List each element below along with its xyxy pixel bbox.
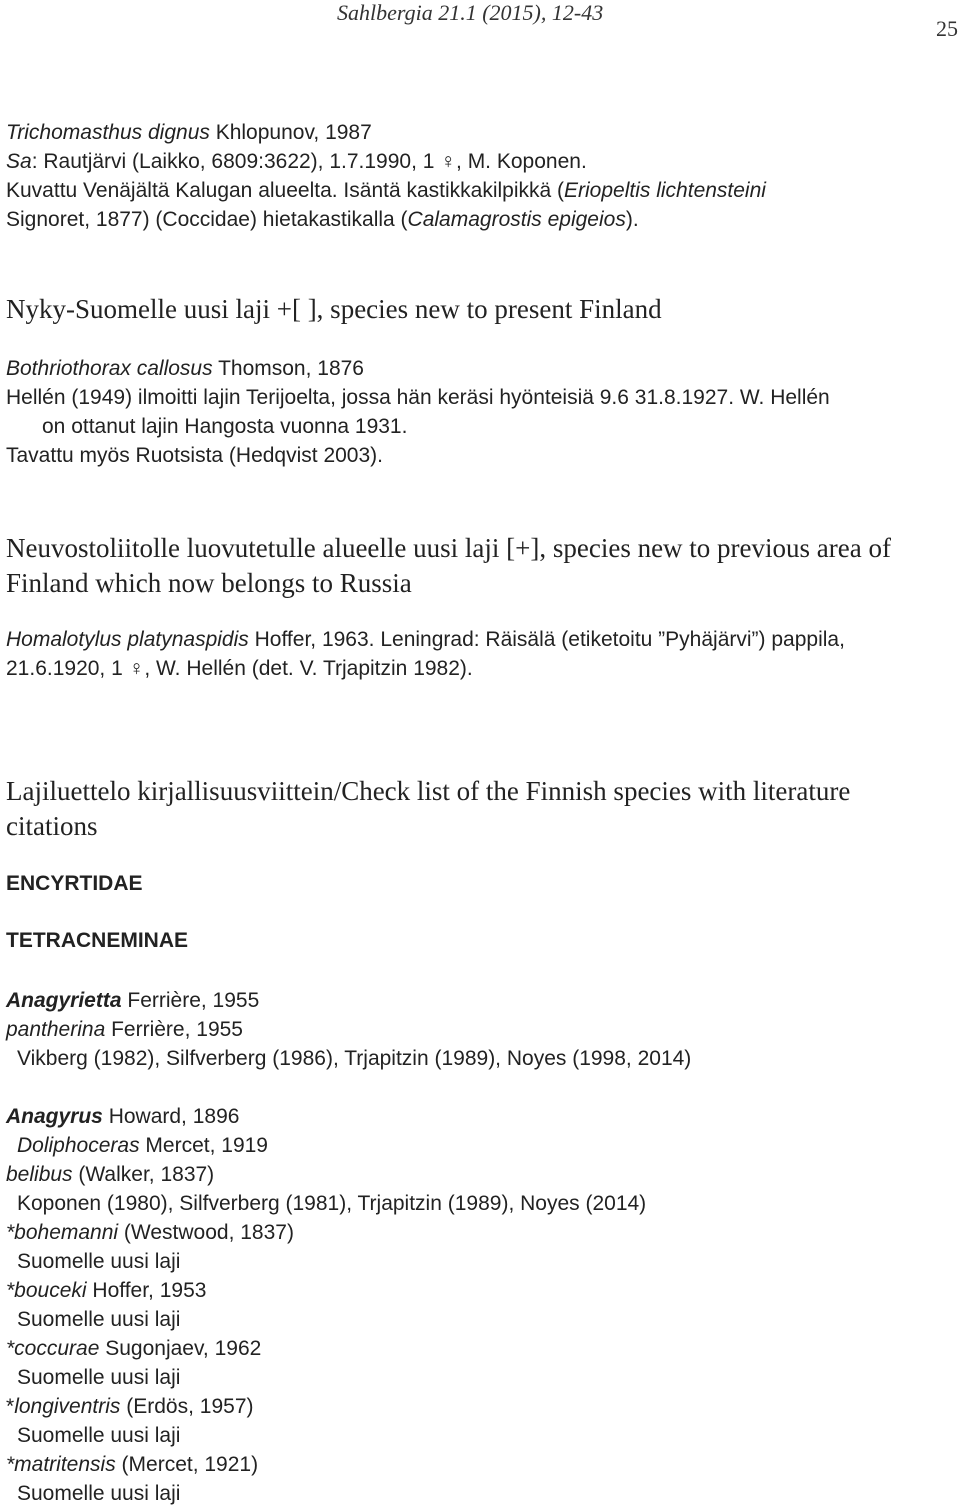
- description-end: ).: [625, 208, 639, 231]
- checklist-heading-line2: citations: [6, 811, 98, 841]
- species-author: Sugonjaev, 1962: [99, 1337, 262, 1360]
- species-name: longiventris: [14, 1395, 121, 1418]
- species-author: Thomson, 1876: [212, 357, 364, 380]
- species-name: *bohemanni: [6, 1221, 119, 1244]
- reference-entry: [17, 1479, 180, 1508]
- description-line-2: [6, 205, 639, 234]
- host-name: Eriopeltis lichtensteini: [564, 179, 766, 202]
- species-author: (Erdös, 1957): [120, 1395, 254, 1418]
- running-head: Sahlbergia 21.1 (2015), 12-43: [337, 0, 604, 25]
- note-line-3: Tavattu myös Ruotsista (Hedqvist 2003).: [6, 444, 383, 467]
- genus-name: Anagyrus: [6, 1105, 103, 1128]
- species-name: *coccurae: [6, 1337, 100, 1360]
- reference-entry: [17, 1363, 180, 1392]
- note-line: Hellén (1949) ilmoitti lajin Terijoelta, jossa hän keräsi hyönteisiä 9.6 31.8.1927. W. Hellén: [6, 386, 830, 409]
- species-line: [6, 118, 372, 147]
- reference-entry: [17, 1305, 180, 1334]
- reference-entry: [17, 1044, 691, 1073]
- province-abbr: Sa: [6, 150, 32, 173]
- species-line: [6, 625, 845, 654]
- family-heading: ENCYRTIDAE: [6, 872, 143, 895]
- species-entry: [6, 1450, 258, 1479]
- species-line: [6, 354, 364, 383]
- section-heading-line1: Neuvostoliitolle luovutetulle alueelle uusi laji [+], species new to previous area of: [6, 533, 891, 563]
- genus-name-bold: [6, 1105, 103, 1128]
- species-entry: [6, 1276, 206, 1305]
- genus-author: Howard, 1896: [102, 1105, 240, 1128]
- species-author: (Mercet, 1921): [115, 1453, 259, 1476]
- species-author: Khlopunov, 1987: [209, 121, 372, 144]
- synonym-name: Doliphoceras: [17, 1134, 140, 1157]
- section-heading-line2: Finland which now belongs to Russia: [6, 568, 412, 598]
- species-author: Ferrière, 1955: [105, 1018, 243, 1041]
- description-line: [6, 176, 766, 205]
- subfamily-heading: TETRACNEMINAE: [6, 929, 188, 952]
- description-text-2: Signoret, 1877) (Coccidae) hietakastikalla (: [6, 208, 408, 231]
- species-name: Trichomasthus dignus: [6, 121, 210, 144]
- page-number: 25: [936, 16, 958, 41]
- species-author: (Walker, 1837): [72, 1163, 215, 1186]
- genus-name: Anagyrietta: [6, 989, 122, 1012]
- species-entry: [6, 1218, 294, 1247]
- species-entry: [6, 1160, 214, 1189]
- species-name: Bothriothorax callosus: [6, 357, 213, 380]
- species-entry: [6, 1015, 243, 1044]
- species-entry: [6, 1334, 261, 1363]
- reference-entry: [17, 1189, 646, 1218]
- new-species-marker: *: [6, 1395, 15, 1418]
- synonym-entry: [17, 1131, 268, 1160]
- genus-entry: [6, 1102, 239, 1131]
- reference-text: Suomelle uusi laji: [17, 1424, 181, 1447]
- reference-text: Vikberg (1982), Silfverberg (1986), Trjapitzin (1989), Noyes (1998, 2014): [17, 1047, 692, 1070]
- description-text: Kuvattu Venäjältä Kalugan alueelta. Isäntä kastikkakilpikkä (: [6, 179, 565, 202]
- reference-text: Suomelle uusi laji: [17, 1366, 181, 1389]
- species-name: Homalotylus platynaspidis: [6, 628, 249, 651]
- record-line: [6, 147, 587, 176]
- genus-name-bold: [6, 989, 122, 1012]
- reference-text: Suomelle uusi laji: [17, 1250, 181, 1273]
- record-text: Hoffer, 1963. Leningrad: Räisälä (etiketoitu ”Pyhäjärvi”) pappila,: [248, 628, 845, 651]
- genus-author: Ferrière, 1955: [121, 989, 260, 1012]
- reference-text: Koponen (1980), Silfverberg (1981), Trjapitzin (1989), Noyes (2014): [17, 1192, 647, 1215]
- reference-text: Suomelle uusi laji: [17, 1482, 181, 1505]
- plant-name: Calamagrostis epigeios: [407, 208, 626, 231]
- record-line: 21.6.1920, 1 ♀, W. Hellén (det. V. Trjapitzin 1982).: [6, 657, 473, 680]
- species-name: belibus: [6, 1163, 73, 1186]
- section-heading: Nyky-Suomelle uusi laji +[ ], species new to present Finland: [6, 294, 662, 324]
- checklist-heading-line1: Lajiluettelo kirjallisuusviittein/Check list of the Finnish species with literature: [6, 776, 851, 806]
- note-line-2: on ottanut lajin Hangosta vuonna 1931.: [42, 415, 408, 438]
- species-name: pantherina: [6, 1018, 106, 1041]
- species-author: (Westwood, 1837): [118, 1221, 294, 1244]
- reference-entry: [17, 1247, 180, 1276]
- species-author: Hoffer, 1953: [86, 1279, 207, 1302]
- species-name: *matritensis: [6, 1453, 116, 1476]
- species-name: *bouceki: [6, 1279, 87, 1302]
- synonym-author: Mercet, 1919: [139, 1134, 268, 1157]
- reference-text: Suomelle uusi laji: [17, 1308, 181, 1331]
- reference-entry: [17, 1421, 180, 1450]
- species-entry: [6, 1392, 254, 1421]
- genus-entry: [6, 986, 259, 1015]
- record-text: : Rautjärvi (Laikko, 6809:3622), 1.7.1990, 1 ♀, M. Koponen.: [31, 150, 587, 173]
